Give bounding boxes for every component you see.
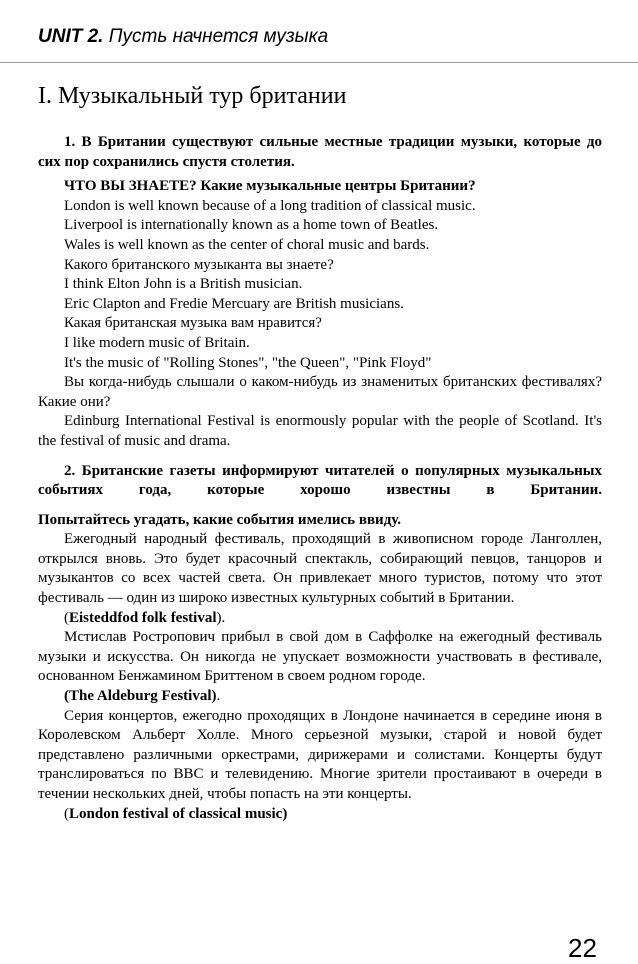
event-answer-text: Eisteddfod folk festival <box>69 609 217 626</box>
edinburgh-paragraph: Edinburg International Festival is enormously popular with the people of Scotland. It's the festival of music and drama. <box>38 413 602 449</box>
event-answer: (The Aldeburg Festival). <box>64 688 221 705</box>
list-item: I like modern music of Britain. <box>64 334 250 351</box>
section2-prompt: Попытайтесь угадать, какие события имелись ввиду. <box>38 511 402 528</box>
festivals-question: Вы когда-нибудь слышали о каком-нибудь из знаменитых британских фестивалях? Какие они? <box>38 374 602 410</box>
list-item: Какого британского музыканта вы знаете? <box>64 256 334 273</box>
list-item: Eric Clapton and Fredie Mercuary are British musicians. <box>64 295 404 312</box>
section1-question: ЧТО ВЫ ЗНАЕТЕ? Какие музыкальные центры Британии? <box>64 178 476 195</box>
event-answer-text: London festival of classical music <box>69 805 283 822</box>
event-answer: (Eisteddfod folk festival). <box>64 609 226 626</box>
header-divider <box>0 62 638 63</box>
event-description: Серия концертов, ежегодно проходящих в Лондоне начинается в середине июня в Королевском Альберт Холле. Много серьезной музыки, старой и новой будет представлено различными оркестрами, дирижерами и солистами. Концерты будут транслироваться по BBC и телевидению. Многие зрители простаивают в очереди в течении нескольких дней, чтобы попасть на эти концерты. <box>38 707 602 802</box>
section2-intro: 2. Британские газеты информируют читателей о популярных музыкальных событиях года, которые хорошо известны в Британии. <box>38 462 602 499</box>
page-number: 22 <box>568 933 597 963</box>
list-item: Liverpool is internationally known as a home town of Beatles. <box>64 217 439 234</box>
event-answer-text: The Aldeburg Festival <box>69 688 212 705</box>
section1-intro: 1. В Британии существуют сильные местные традиции музыки, которые до сих пор сохранились спустя столетия. <box>38 134 602 170</box>
list-item: I think Elton John is a British musician. <box>64 276 303 293</box>
unit-subtitle: Пусть начнется музыка <box>108 26 329 47</box>
event-description: Ежегодный народный фестиваль, проходящий в живописном городе Ланголлен, открылся вновь. Это будет красочный спектакль, собирающий певцов, танцоров и музыкантов со всех частей света. Он привлекает много туристов, потому что этот фестиваль — один из широко известных культурных событий в Британии. <box>38 531 602 607</box>
list-item: It's the music of "Rolling Stones", "the Queen", "Pink Floyd" <box>64 354 432 371</box>
list-item: Какая британская музыка вам нравится? <box>64 315 322 332</box>
list-item: London is well known because of a long tradition of classical music. <box>64 197 476 214</box>
unit-header <box>38 26 328 48</box>
event-answer: (London festival of classical music) <box>64 805 288 822</box>
page-title: I. Музыкальный тур британии <box>38 83 347 109</box>
main-content <box>38 133 602 824</box>
list-item: Wales is well known as the center of choral music and bards. <box>64 236 430 253</box>
unit-label: UNIT 2. <box>38 26 104 47</box>
event-description: Мстислав Ростропович прибыл в свой дом в Саффолке на ежегодный фестиваль музыки и искусства. Он никогда не упускает возможности участвовать в фестивале, основанном Бенжамином Бриттеном в своем родном городе. <box>38 629 602 685</box>
